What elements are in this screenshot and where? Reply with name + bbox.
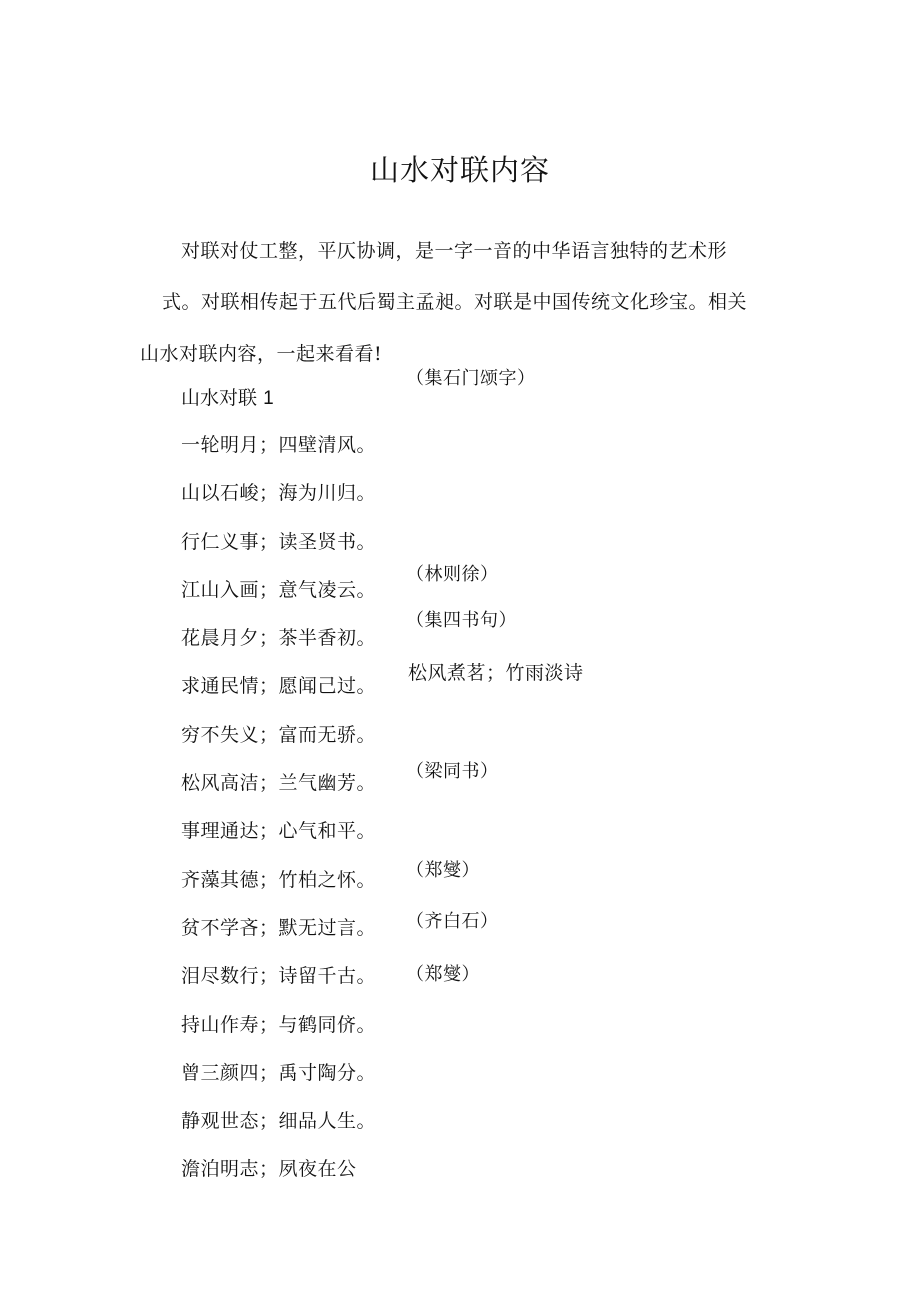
couplet-item: 穷不失义；富而无骄。 [181, 723, 377, 746]
couplet-item: 山以石峻；海为川归。 [181, 482, 377, 505]
couplet-item: 曾三颜四；禹寸陶分。 [181, 1061, 377, 1084]
couplet-item: 持山作寿；与鹤同侪。 [181, 1013, 377, 1036]
couplet-list [181, 432, 376, 1205]
couplet-item: 花晨月夕；茶半香初。 [181, 627, 377, 650]
side-note: （郑燮） [406, 964, 480, 985]
couplet-item: 行仁义事；读圣贤书。 [181, 530, 377, 553]
document-title: 山水对联内容 [369, 153, 550, 187]
intro-paragraph-line-2: 式。对联相传起于五代后蜀主孟昶。对联是中国传统文化珍宝。相关 [162, 291, 748, 313]
side-couplet: 松风煮茗；竹雨淡诗 [408, 662, 584, 684]
couplet-item: 齐藻其德；竹柏之怀。 [181, 868, 377, 891]
side-note: （林则徐） [406, 564, 499, 585]
intro-paragraph-line-3: 山水对联内容，一起来看看! [140, 343, 383, 365]
couplet-item: 事理通达；心气和平。 [181, 820, 377, 843]
couplet-item: 贫不学吝；默无过言。 [181, 916, 377, 939]
side-note: （集四书句） [406, 610, 517, 631]
section-heading [181, 385, 274, 412]
couplet-item: 澹泊明志；夙夜在公 [181, 1158, 357, 1181]
side-note: （齐白石） [406, 911, 499, 932]
side-note: （梁同书） [406, 761, 499, 782]
side-note: （郑燮） [406, 860, 480, 881]
couplet-item: 求通民情；愿闻己过。 [181, 675, 377, 698]
couplet-item: 静观世态；细品人生。 [181, 1110, 377, 1133]
couplet-item: 一轮明月；四壁清风。 [181, 434, 377, 456]
section-heading-text: 山水对联 [181, 387, 258, 409]
couplet-item: 江山入画；意气凌云。 [181, 578, 377, 601]
couplet-item: 泪尽数行；诗留千古。 [181, 965, 377, 988]
intro-paragraph-line-1: 对联对仗工整，平仄协调，是一字一音的中华语言独特的艺术形 [181, 240, 728, 262]
section-heading-number: 1 [263, 388, 274, 409]
side-note: （集石门颂字） [406, 368, 536, 389]
couplet-item: 松风高洁；兰气幽芳。 [181, 772, 377, 795]
